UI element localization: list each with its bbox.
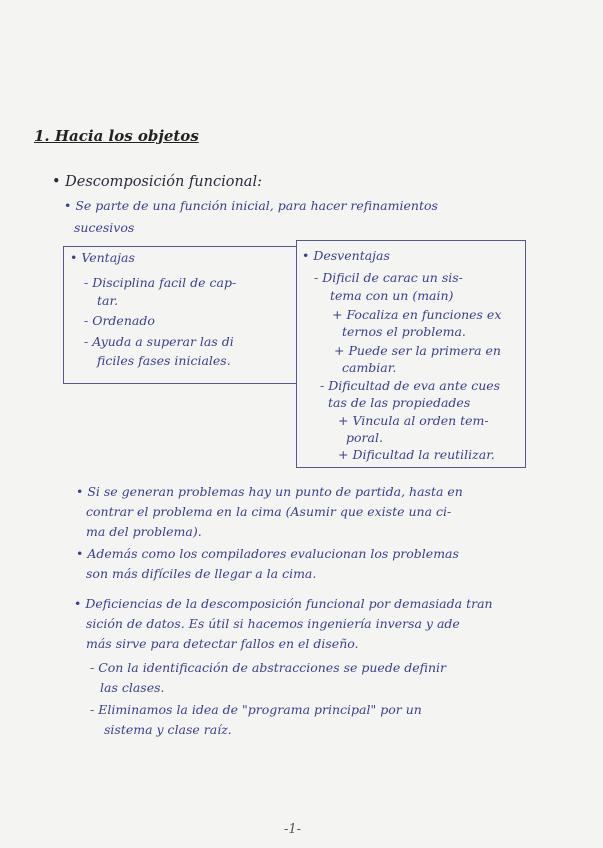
desventajas-line: ternos el problema. [342,324,466,339]
page-title: 1. Hacia los objetos [34,127,199,145]
ventajas-title: • Ventajas [70,250,135,265]
desventajas-line: tas de las propiedades [328,395,471,410]
section-heading: • Descomposición funcional: [52,174,262,190]
paragraph3-line: - Eliminamos la idea de "programa principal" por un [90,702,422,717]
desventajas-title: • Desventajas [302,248,390,263]
paragraph1-line: ma del problema). [86,524,202,539]
ventajas-line: - Disciplina facil de cap- [84,275,237,290]
paragraph3-line: sistema y clase raíz. [104,722,232,737]
paragraph2-line: son más difíciles de llegar a la cima. [86,566,317,581]
intro-line-1: • Se parte de una función inicial, para hacer refinamientos [64,198,438,213]
paragraph3-line: más sirve para detectar fallos en el diseño. [86,636,359,651]
paragraph3-line: las clases. [100,680,165,695]
page-number: -1- [284,822,302,837]
desventajas-line: + Vincula al orden tem- [338,413,489,428]
paragraph3-line: - Con la identificación de abstracciones se puede definir [90,660,446,675]
paragraph1-line: • Si se generan problemas hay un punto de partida, hasta en [76,484,463,499]
desventajas-line: tema con un (main) [330,288,454,303]
desventajas-line: - Dificultad de eva ante cues [320,378,501,393]
paragraph3-line: • Deficiencias de la descomposición funcional por demasiada tran [74,596,493,611]
desventajas-line: - Dificil de carac un sis- [314,270,463,285]
desventajas-line: + Focaliza en funciones ex [332,307,502,322]
desventajas-line: poral. [346,430,383,445]
ventajas-line: ficiles fases iniciales. [97,353,231,368]
paragraph3-line: sición de datos. Es útil si hacemos ingeniería inversa y ade [86,616,460,631]
desventajas-line: + Dificultad la reutilizar. [338,447,495,462]
desventajas-line: cambiar. [342,360,397,375]
desventajas-line: + Puede ser la primera en [334,343,501,358]
paragraph2-line: • Además como los compiladores evalucionan los problemas [76,546,459,561]
intro-line-2: sucesivos [74,220,135,235]
ventajas-line: - Ordenado [84,313,155,328]
ventajas-line: tar. [97,293,119,308]
paragraph1-line: contrar el problema en la cima (Asumir que existe una ci- [86,504,452,519]
ventajas-line: - Ayuda a superar las di [84,334,234,349]
